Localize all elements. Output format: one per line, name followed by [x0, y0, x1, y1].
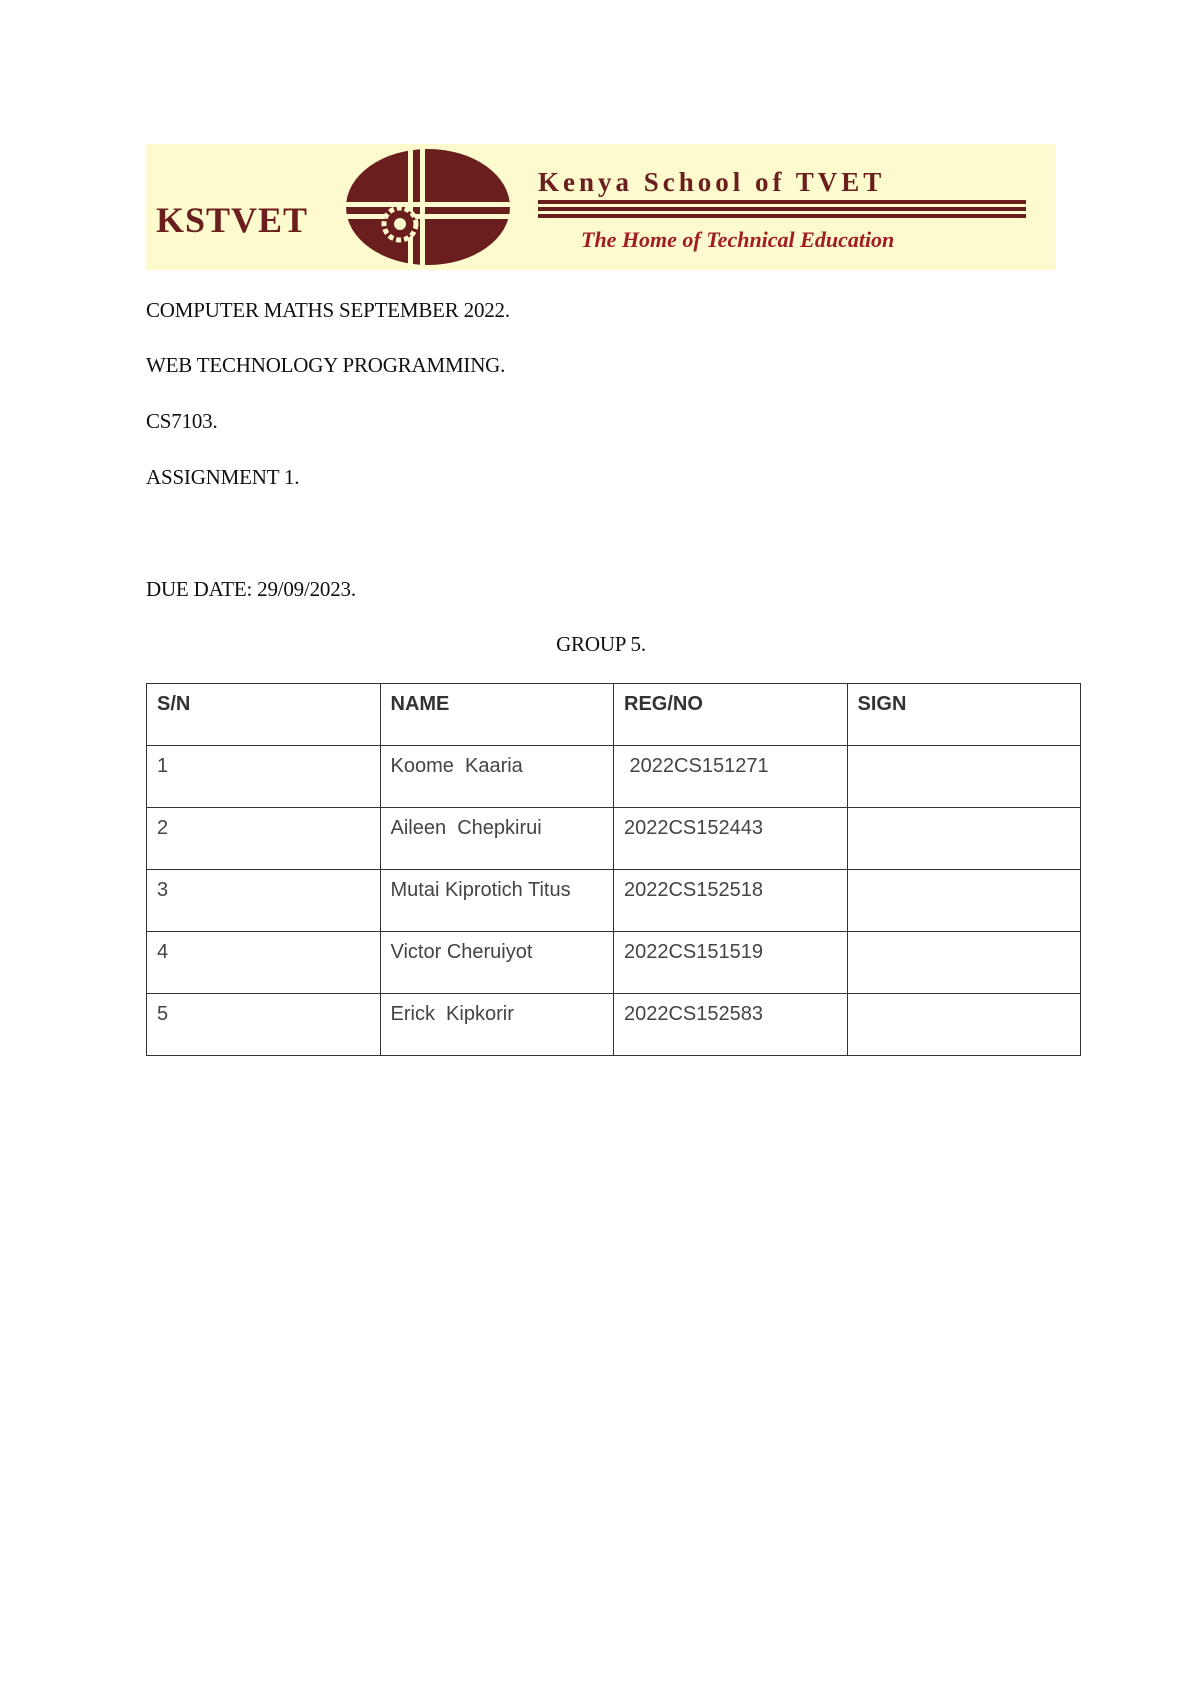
- unit-title: WEB TECHNOLOGY PROGRAMMING.: [146, 353, 506, 377]
- cell-sign: [847, 994, 1081, 1056]
- unit-code: CS7103.: [146, 409, 218, 433]
- table-row: [147, 746, 1081, 808]
- header-sign: SIGN: [847, 684, 1081, 746]
- table-row: [147, 870, 1081, 932]
- cell-sn: 3: [147, 870, 381, 932]
- cell-reg-no: 2022CS151519: [614, 932, 848, 994]
- banner-rule-top: [538, 200, 1026, 204]
- cell-name: Erick Kipkorir: [380, 994, 614, 1056]
- school-name: Kenya School of TVET: [538, 167, 886, 197]
- banner-rule-mid: [538, 207, 1026, 211]
- banner-rule-bottom: [538, 214, 1026, 218]
- cell-sn: 5: [147, 994, 381, 1056]
- header-reg-no: REG/NO: [614, 684, 848, 746]
- table-row: [147, 932, 1081, 994]
- cell-sn: 2: [147, 808, 381, 870]
- school-banner: [146, 144, 1056, 270]
- table-row: [147, 994, 1081, 1056]
- table-header-row: [147, 684, 1081, 746]
- cell-reg-no: 2022CS152583: [614, 994, 848, 1056]
- table-row: [147, 808, 1081, 870]
- group-title: GROUP 5.: [556, 632, 646, 656]
- cell-name: Mutai Kiprotich Titus: [380, 870, 614, 932]
- cell-sign: [847, 932, 1081, 994]
- header-name: NAME: [380, 684, 614, 746]
- cell-name: Aileen Chepkirui: [380, 808, 614, 870]
- cell-sign: [847, 870, 1081, 932]
- cell-reg-no: 2022CS152518: [614, 870, 848, 932]
- cell-sn: 4: [147, 932, 381, 994]
- due-date: DUE DATE: 29/09/2023.: [146, 577, 356, 601]
- cell-name: Koome Kaaria: [380, 746, 614, 808]
- cell-sn: 1: [147, 746, 381, 808]
- cell-sign: [847, 746, 1081, 808]
- cell-name: Victor Cheruiyot: [380, 932, 614, 994]
- members-table: [146, 683, 1081, 1056]
- cell-reg-no: 2022CS152443: [614, 808, 848, 870]
- logo-text: KSTVET: [156, 200, 309, 240]
- course-title: COMPUTER MATHS SEPTEMBER 2022.: [146, 298, 510, 322]
- header-sn: S/N: [147, 684, 381, 746]
- school-tagline: The Home of Technical Education: [581, 227, 895, 252]
- assignment-title: ASSIGNMENT 1.: [146, 465, 300, 489]
- cell-reg-no: 2022CS151271: [614, 746, 848, 808]
- emblem-icon: [346, 148, 516, 266]
- cell-sign: [847, 808, 1081, 870]
